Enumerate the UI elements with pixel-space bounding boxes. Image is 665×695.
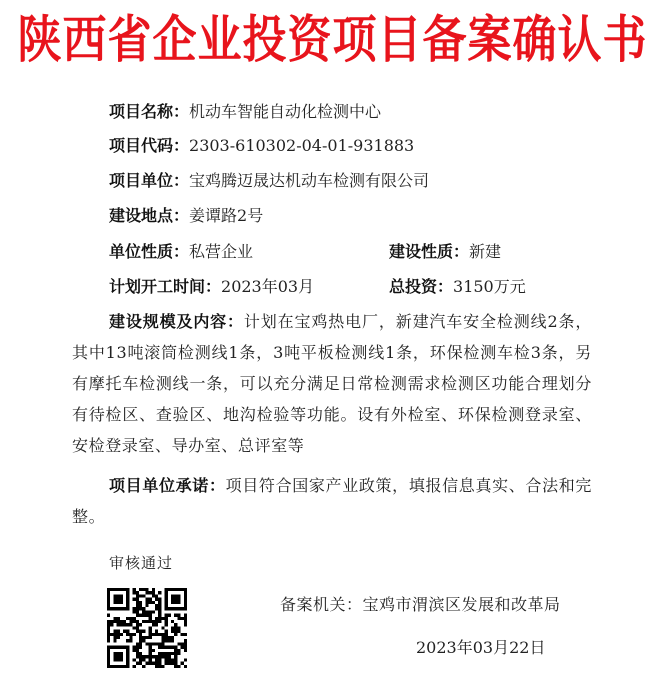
commitment-text: 项目符合国家产业政策，填报信息真实、合法和完整。: [72, 476, 593, 526]
field-label: 项目代码：: [109, 136, 190, 155]
field-planned-start: [109, 276, 314, 298]
field-label: 总投资：: [389, 277, 454, 296]
field-label: 项目名称：: [109, 102, 190, 121]
field-value: 机动车智能自动化检测中心: [189, 102, 382, 121]
filing-agency: 备案机关：宝鸡市渭滨区发展和改革局: [280, 595, 561, 614]
document-title: 陕西省企业投资项目备案确认书: [17, 11, 648, 70]
field-construction-nature: [389, 241, 501, 263]
field-project-code: [109, 135, 414, 157]
commitment-paragraph: [72, 470, 592, 532]
field-value: 宝鸡腾迈晟达机动车检测有限公司: [189, 171, 430, 190]
field-value: 2303-610302-04-01-931883: [189, 136, 415, 155]
field-label: 建设地点：: [109, 206, 190, 225]
field-label: 建设性质：: [389, 242, 470, 261]
construction-scale-paragraph: [72, 306, 592, 461]
field-value: 2023年03月: [221, 277, 315, 296]
scale-label: 建设规模及内容：: [109, 312, 244, 331]
field-unit-nature: [109, 241, 253, 263]
field-label: 项目单位：: [109, 171, 190, 190]
filing-date: 2023年03月22日: [416, 638, 546, 657]
field-location: [109, 205, 263, 227]
field-project-name: [109, 101, 381, 123]
field-total-investment: [389, 276, 526, 298]
field-value: 新建: [469, 242, 502, 261]
qr-code-icon: [107, 588, 187, 668]
field-value: 3150万元: [453, 277, 526, 296]
field-label: 单位性质：: [109, 242, 190, 261]
approval-status: 审核通过: [109, 554, 174, 572]
field-value: 姜谭路2号: [189, 206, 264, 225]
field-value: 私营企业: [189, 242, 254, 261]
field-label: 计划开工时间：: [109, 277, 222, 296]
commitment-label: 项目单位承诺：: [109, 476, 226, 495]
scale-text: 计划在宝鸡热电厂，新建汽车安全检测线2条，其中13吨滚筒检测线1条，3吨平板检测线1条，环保检测车检3条，另有摩托车检测线一条，可以充分满足日常检测需求检测区功能合理划分有待检区、查验区、地沟检验等功能。设有外检室、环保检测登录室、安检登录室、导办室、总评室等: [72, 312, 592, 455]
field-project-unit: [109, 170, 429, 192]
